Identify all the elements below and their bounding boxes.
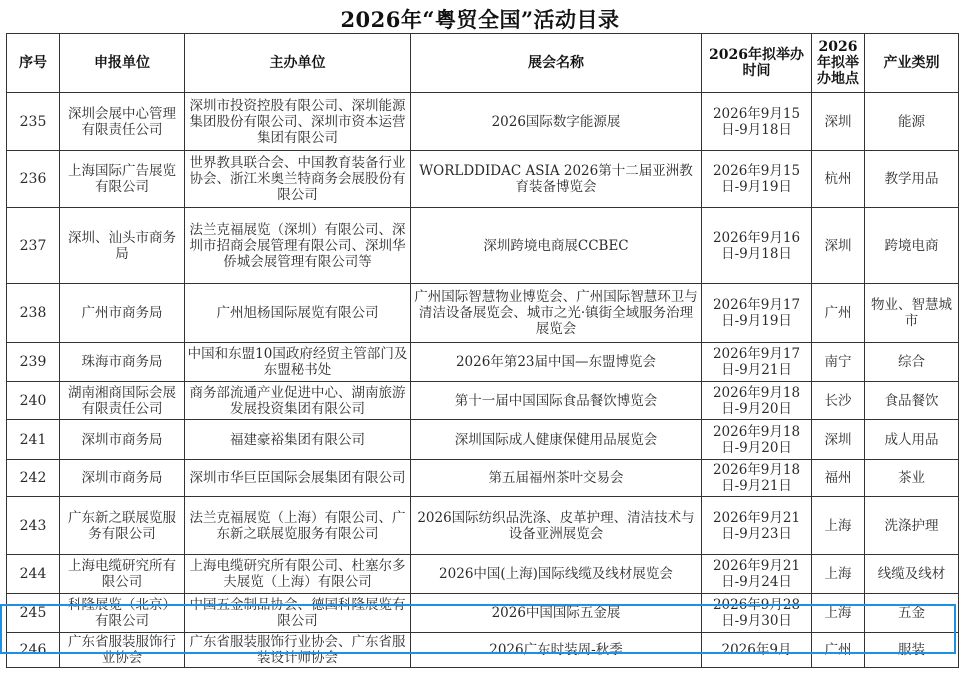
cell-organizer: 法兰克福展览（深圳）有限公司、深圳市招商会展管理有限公司、深圳华侨城会展管理有限公司等: [185, 208, 411, 284]
cell-expo-name: 广州国际智慧物业博览会、广州国际智慧环卫与清洁设备展览会、城市之光·镇街全域服务治理展览会: [411, 284, 702, 343]
table-row: [7, 208, 959, 284]
cell-seq: 242: [7, 460, 60, 497]
cell-organizer: 世界教具联合会、中国教育装备行业协会、浙江米奥兰特商务会展股份有限公司: [185, 151, 411, 208]
cell-applicant: 深圳市商务局: [60, 420, 185, 460]
cell-applicant: 深圳市商务局: [60, 460, 185, 497]
cell-date: 2026年9月18日-9月20日: [702, 420, 812, 460]
cell-location: 广州: [812, 633, 865, 668]
cell-date: 2026年9月18日-9月20日: [702, 382, 812, 420]
cell-location: 上海: [812, 497, 865, 555]
cell-seq: 238: [7, 284, 60, 343]
cell-date: 2026年9月: [702, 633, 812, 668]
cell-organizer: 法兰克福展览（上海）有限公司、广东新之联展览服务有限公司: [185, 497, 411, 555]
table-row: [7, 93, 959, 151]
page-title: 2026年“粤贸全国”活动目录: [340, 7, 620, 32]
cell-date: 2026年9月17日-9月21日: [702, 343, 812, 382]
cell-date: 2026年9月21日-9月23日: [702, 497, 812, 555]
cell-organizer: 上海电缆研究所有限公司、杜塞尔多夫展览（上海）有限公司: [185, 555, 411, 594]
cell-location: 杭州: [812, 151, 865, 208]
cell-industry: 成人用品: [865, 420, 959, 460]
cell-expo-name: 深圳国际成人健康保健用品展览会: [411, 420, 702, 460]
header-organizer: 主办单位: [185, 34, 411, 93]
table-row: [7, 284, 959, 343]
cell-seq: 241: [7, 420, 60, 460]
cell-location: 上海: [812, 594, 865, 633]
activity-catalog-table: [6, 33, 959, 668]
cell-organizer: 深圳市投资控股有限公司、深圳能源集团股份有限公司、深圳市资本运营集团有限公司: [185, 93, 411, 151]
cell-seq: 240: [7, 382, 60, 420]
header-expo-name: 展会名称: [411, 34, 702, 93]
cell-date: 2026年9月18日-9月21日: [702, 460, 812, 497]
cell-seq: 243: [7, 497, 60, 555]
cell-expo-name: WORLDDIDAC ASIA 2026第十二届亚洲教育装备博览会: [411, 151, 702, 208]
cell-organizer: 深圳市华巨臣国际会展集团有限公司: [185, 460, 411, 497]
cell-location: 福州: [812, 460, 865, 497]
cell-applicant: 珠海市商务局: [60, 343, 185, 382]
cell-industry: 食品餐饮: [865, 382, 959, 420]
table-row: [7, 420, 959, 460]
cell-applicant: 深圳会展中心管理有限责任公司: [60, 93, 185, 151]
header-applicant: 申报单位: [60, 34, 185, 93]
cell-industry: 能源: [865, 93, 959, 151]
cell-date: 2026年9月28日-9月30日: [702, 594, 812, 633]
cell-seq: 237: [7, 208, 60, 284]
cell-expo-name: 2026国际数字能源展: [411, 93, 702, 151]
cell-location: 广州: [812, 284, 865, 343]
cell-applicant: 广东省服装服饰行业协会: [60, 633, 185, 668]
cell-seq: 235: [7, 93, 60, 151]
cell-location: 上海: [812, 555, 865, 594]
cell-industry: 茶业: [865, 460, 959, 497]
header-seq: 序号: [7, 34, 60, 93]
cell-seq: 236: [7, 151, 60, 208]
table-row: [7, 343, 959, 382]
cell-seq: 245: [7, 594, 60, 633]
cell-location: 深圳: [812, 420, 865, 460]
cell-organizer: 商务部流通产业促进中心、湖南旅游发展投资集团有限公司: [185, 382, 411, 420]
header-row: [7, 34, 959, 93]
cell-seq: 239: [7, 343, 60, 382]
table-row: [7, 151, 959, 208]
cell-industry: 服装: [865, 633, 959, 668]
cell-industry: 五金: [865, 594, 959, 633]
cell-organizer: 中国五金制品协会、德国科隆展览有限公司: [185, 594, 411, 633]
table-row-selected[interactable]: [7, 594, 959, 633]
cell-applicant: 深圳、汕头市商务局: [60, 208, 185, 284]
cell-applicant: 科隆展览（北京）有限公司: [60, 594, 185, 633]
cell-applicant: 上海国际广告展览有限公司: [60, 151, 185, 208]
cell-industry: 洗涤护理: [865, 497, 959, 555]
cell-expo-name: 2026广东时装周-秋季: [411, 633, 702, 668]
cell-date: 2026年9月15日-9月18日: [702, 93, 812, 151]
cell-location: 深圳: [812, 93, 865, 151]
cell-location: 深圳: [812, 208, 865, 284]
cell-expo-name: 2026中国(上海)国际线缆及线材展览会: [411, 555, 702, 594]
cell-applicant: 广州市商务局: [60, 284, 185, 343]
cell-expo-name: 2026年第23届中国—东盟博览会: [411, 343, 702, 382]
cell-organizer: 中国和东盟10国政府经贸主管部门及东盟秘书处: [185, 343, 411, 382]
cell-seq: 244: [7, 555, 60, 594]
cell-location: 南宁: [812, 343, 865, 382]
cell-date: 2026年9月21日-9月24日: [702, 555, 812, 594]
cell-expo-name: 第五届福州茶叶交易会: [411, 460, 702, 497]
table-row: [7, 555, 959, 594]
cell-date: 2026年9月15日-9月19日: [702, 151, 812, 208]
cell-applicant: 上海电缆研究所有限公司: [60, 555, 185, 594]
cell-industry: 物业、智慧城市: [865, 284, 959, 343]
cell-date: 2026年9月16日-9月18日: [702, 208, 812, 284]
cell-industry: 教学用品: [865, 151, 959, 208]
cell-industry: 跨境电商: [865, 208, 959, 284]
cell-industry: 线缆及线材: [865, 555, 959, 594]
header-industry: 产业类别: [865, 34, 959, 93]
table-row: [7, 382, 959, 420]
cell-expo-name: 2026国际纺织品洗涤、皮革护理、清洁技术与设备亚洲展览会: [411, 497, 702, 555]
cell-organizer: 福建豪裕集团有限公司: [185, 420, 411, 460]
cell-expo-name: 深圳跨境电商展CCBEC: [411, 208, 702, 284]
header-date: 2026年拟举办时间: [702, 34, 812, 93]
cell-expo-name: 第十一届中国国际食品餐饮博览会: [411, 382, 702, 420]
cell-organizer: 广东省服装服饰行业协会、广东省服装设计师协会: [185, 633, 411, 668]
cell-expo-name: 2026中国国际五金展: [411, 594, 702, 633]
cell-seq: 246: [7, 633, 60, 668]
cell-date: 2026年9月17日-9月19日: [702, 284, 812, 343]
cell-organizer: 广州旭杨国际展览有限公司: [185, 284, 411, 343]
header-location: 2026年拟举办地点: [812, 34, 865, 93]
table-row: [7, 497, 959, 555]
cell-location: 长沙: [812, 382, 865, 420]
table-row: [7, 460, 959, 497]
cell-industry: 综合: [865, 343, 959, 382]
cell-applicant: 广东新之联展览服务有限公司: [60, 497, 185, 555]
table-row: [7, 633, 959, 668]
cell-applicant: 湖南湘商国际会展有限责任公司: [60, 382, 185, 420]
